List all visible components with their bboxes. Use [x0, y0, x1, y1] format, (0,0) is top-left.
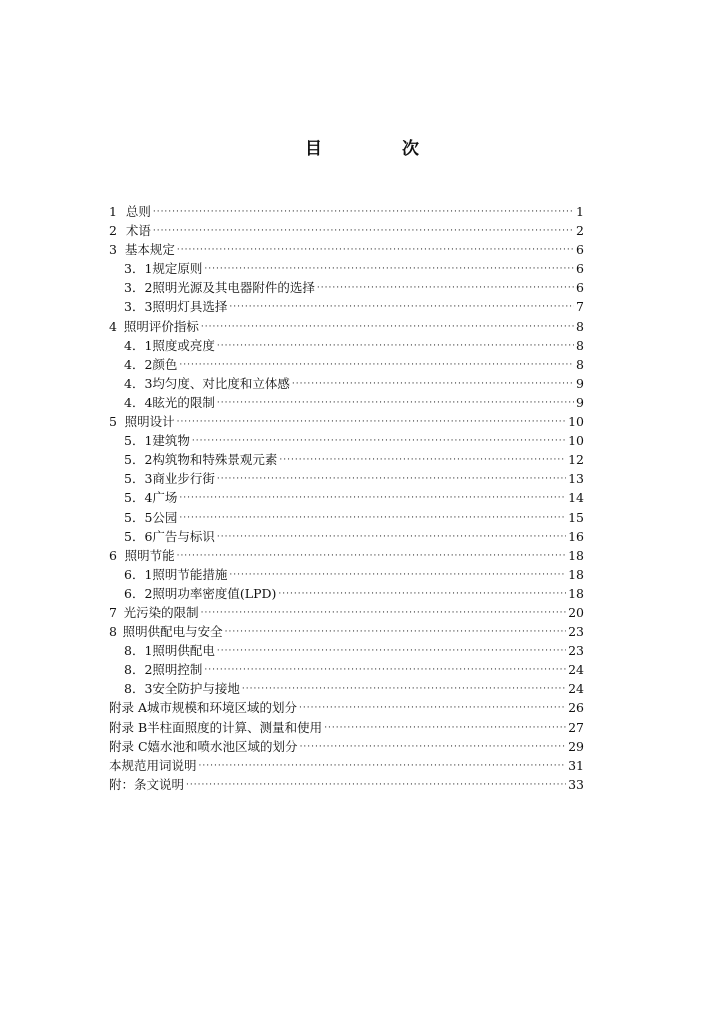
toc-entry-label: 公园 [152, 509, 178, 525]
toc-leader-dots [242, 680, 566, 699]
toc-entry[interactable] [109, 412, 584, 431]
toc-entry-number: 8．3 [124, 681, 153, 697]
toc-entry-page-number: 8 [576, 356, 584, 372]
toc-leader-dots [299, 699, 566, 718]
toc-leader-dots [324, 719, 566, 738]
toc-entry[interactable] [109, 259, 584, 278]
toc-entry-number: 5．1 [124, 433, 153, 449]
toc-entry[interactable] [109, 221, 584, 240]
toc-entry-number: 8 [109, 624, 117, 640]
toc-entry-page-number: 1 [576, 204, 584, 219]
toc-entry-number: 6 [109, 547, 117, 563]
toc-leader-dots [199, 757, 567, 776]
toc-entry[interactable] [109, 565, 584, 584]
toc-entry[interactable] [109, 450, 584, 469]
toc-entry-label: 照明光源及其电器附件的选择 [152, 280, 315, 296]
toc-entry-number: 8．2 [124, 662, 153, 678]
toc-entry-label: 术语 [125, 223, 151, 239]
toc-entry[interactable] [109, 355, 584, 374]
toc-entry-label: 广告与标识 [152, 528, 215, 544]
toc-entry-page-number: 26 [568, 700, 584, 716]
toc-entry-page-number: 33 [568, 776, 584, 792]
toc-entry-number: 附录 B [109, 719, 148, 735]
toc-entry[interactable] [109, 603, 584, 622]
toc-entry-label: 广场 [152, 490, 178, 506]
toc-entry-number: 5．2 [124, 452, 153, 468]
table-of-contents [109, 202, 584, 794]
toc-leader-dots [179, 509, 566, 528]
toc-entry-page-number: 24 [568, 681, 584, 697]
toc-entry-number: 2 [109, 223, 117, 239]
toc-leader-dots [204, 260, 574, 279]
toc-entry-label: 照明控制 [152, 662, 203, 678]
toc-entry-label: 光污染的限制 [123, 604, 199, 620]
toc-entry[interactable] [109, 756, 584, 775]
toc-entry-page-number: 14 [568, 490, 584, 506]
toc-entry-page-number: 10 [568, 414, 584, 430]
toc-entry-label: 规定原则 [152, 261, 203, 277]
toc-entry[interactable] [109, 240, 584, 259]
toc-entry-page-number: 24 [568, 662, 584, 678]
toc-entry-label: 颜色 [152, 356, 178, 372]
toc-entry[interactable] [109, 527, 584, 546]
toc-entry[interactable] [109, 641, 584, 660]
toc-entry-page-number: 2 [576, 223, 584, 239]
toc-entry-page-number: 29 [568, 738, 584, 754]
toc-entry-number: 3．2 [124, 280, 153, 296]
toc-entry-number: 附录 C [109, 738, 148, 754]
toc-entry-label: 总则 [125, 204, 151, 219]
toc-entry-label: 构筑物和特殊景观元素 [152, 452, 278, 468]
toc-leader-dots [177, 547, 567, 566]
toc-leader-dots [153, 203, 574, 222]
toc-entry-page-number: 6 [576, 242, 584, 258]
toc-entry-label: 嬉水池和喷水池区域的划分 [147, 738, 298, 754]
toc-entry[interactable] [109, 374, 584, 393]
toc-leader-dots [300, 738, 567, 757]
toc-leader-dots [177, 413, 567, 432]
toc-entry-label: 照明功率密度值(LPD) [152, 585, 277, 601]
toc-leader-dots [278, 585, 566, 604]
toc-entry-label: 眩光的限制 [152, 394, 215, 410]
toc-entry-number: 3．3 [124, 299, 153, 315]
toc-entry-label: 照明评价指标 [123, 318, 199, 334]
toc-entry-label: 照明供配电与安全 [122, 624, 223, 640]
toc-leader-dots [201, 318, 574, 337]
toc-entry[interactable] [109, 393, 584, 412]
toc-leader-dots [217, 528, 566, 547]
toc-entry[interactable] [109, 660, 584, 679]
toc-entry-page-number: 9 [576, 394, 584, 410]
toc-entry-page-number: 12 [568, 452, 584, 468]
toc-entry-page-number: 13 [568, 471, 584, 487]
toc-entry-label: 基本规定 [124, 242, 175, 258]
toc-leader-dots [192, 432, 566, 451]
toc-entry-page-number: 6 [576, 280, 584, 296]
toc-entry-label: 照明节能 [124, 547, 175, 563]
toc-entry-label: 均匀度、对比度和立体感 [152, 375, 290, 391]
toc-entry-page-number: 23 [568, 643, 584, 659]
toc-entry[interactable] [109, 622, 584, 641]
toc-entry-number: 附录 A [109, 700, 148, 716]
toc-entry[interactable] [109, 278, 584, 297]
toc-entry-label: 照明供配电 [152, 643, 215, 659]
toc-entry-number: 4．1 [124, 337, 153, 353]
toc-entry[interactable] [109, 431, 584, 450]
toc-entry-label: 商业步行街 [152, 471, 215, 487]
toc-leader-dots [229, 298, 574, 317]
toc-entry-label: 安全防护与接地 [152, 681, 240, 697]
toc-entry[interactable] [109, 469, 584, 488]
toc-leader-dots [217, 394, 574, 413]
toc-entry-number: 5．3 [124, 471, 153, 487]
toc-entry-label: 照明设计 [124, 414, 175, 430]
toc-leader-dots [225, 623, 566, 642]
toc-leader-dots [292, 375, 574, 394]
toc-entry-label: 照明灯具选择 [152, 299, 228, 315]
toc-entry[interactable] [109, 317, 584, 336]
toc-entry-page-number: 9 [576, 375, 584, 391]
toc-entry-number: 4．2 [124, 356, 153, 372]
toc-entry[interactable] [109, 488, 584, 507]
toc-entry-label: 半柱面照度的计算、测量和使用 [147, 719, 323, 735]
toc-leader-dots [217, 470, 566, 489]
toc-entry-label: 照明节能措施 [152, 566, 228, 582]
toc-entry[interactable] [109, 584, 584, 603]
toc-entry-page-number: 27 [568, 719, 584, 735]
toc-entry-page-number: 18 [568, 547, 584, 563]
toc-entry[interactable] [109, 508, 584, 527]
toc-entry-page-number: 8 [576, 318, 584, 334]
toc-entry[interactable] [109, 698, 584, 717]
toc-entry[interactable] [109, 336, 584, 355]
toc-leader-dots [279, 451, 566, 470]
toc-entry-number: 3．1 [124, 261, 153, 277]
toc-entry-number: 4．3 [124, 375, 153, 391]
toc-entry-page-number: 10 [568, 433, 584, 449]
toc-entry-number: 5 [109, 414, 117, 430]
toc-title-left: 目 [305, 139, 322, 159]
toc-leader-dots [201, 604, 566, 623]
toc-leader-dots [177, 241, 574, 260]
toc-entry-page-number: 16 [568, 528, 584, 544]
toc-entry-label: 建筑物 [152, 433, 190, 449]
toc-entry-page-number: 8 [576, 337, 584, 353]
toc-title-right: 次 [402, 139, 419, 159]
toc-entry-label: 城市规模和环境区域的划分 [147, 700, 298, 716]
toc-entry-label: 附：条文说明 [109, 776, 185, 792]
toc-entry-page-number: 31 [568, 757, 584, 773]
toc-leader-dots [179, 489, 566, 508]
toc-entry[interactable] [109, 297, 584, 316]
toc-entry-page-number: 23 [568, 624, 584, 640]
toc-entry-page-number: 18 [568, 585, 584, 601]
toc-entry[interactable] [109, 679, 584, 698]
toc-leader-dots [217, 337, 574, 356]
toc-entry[interactable] [109, 718, 584, 737]
toc-entry-number: 5．5 [124, 509, 153, 525]
toc-entry[interactable] [109, 737, 584, 756]
toc-entry-number: 7 [109, 604, 117, 620]
toc-leader-dots [229, 566, 566, 585]
toc-leader-dots [179, 356, 574, 375]
toc-entry[interactable] [109, 775, 584, 794]
toc-entry-page-number: 15 [568, 509, 584, 525]
toc-leader-dots [186, 776, 566, 795]
toc-leader-dots [317, 279, 574, 298]
toc-entry-number: 4．4 [124, 394, 153, 410]
toc-entry-number: 3 [109, 242, 117, 258]
toc-entry-number: 1 [109, 204, 117, 219]
toc-title [0, 134, 724, 158]
toc-entry-number: 8．1 [124, 643, 153, 659]
toc-entry-page-number: 20 [568, 604, 584, 620]
toc-leader-dots [153, 222, 574, 241]
toc-entry-page-number: 18 [568, 566, 584, 582]
toc-entry-number: 6．2 [124, 585, 153, 601]
toc-entry-label: 本规范用词说明 [109, 757, 197, 773]
toc-leader-dots [217, 642, 566, 661]
toc-entry-number: 5．6 [124, 528, 153, 544]
toc-entry-page-number: 7 [576, 299, 584, 315]
toc-entry-label: 照度或亮度 [152, 337, 215, 353]
toc-entry[interactable] [109, 546, 584, 565]
toc-entry-number: 6．1 [124, 566, 153, 582]
toc-entry-page-number: 6 [576, 261, 584, 277]
toc-entry-number: 5．4 [124, 490, 153, 506]
toc-entry-number: 4 [109, 318, 117, 334]
toc-leader-dots [204, 661, 566, 680]
toc-entry[interactable] [109, 202, 584, 221]
